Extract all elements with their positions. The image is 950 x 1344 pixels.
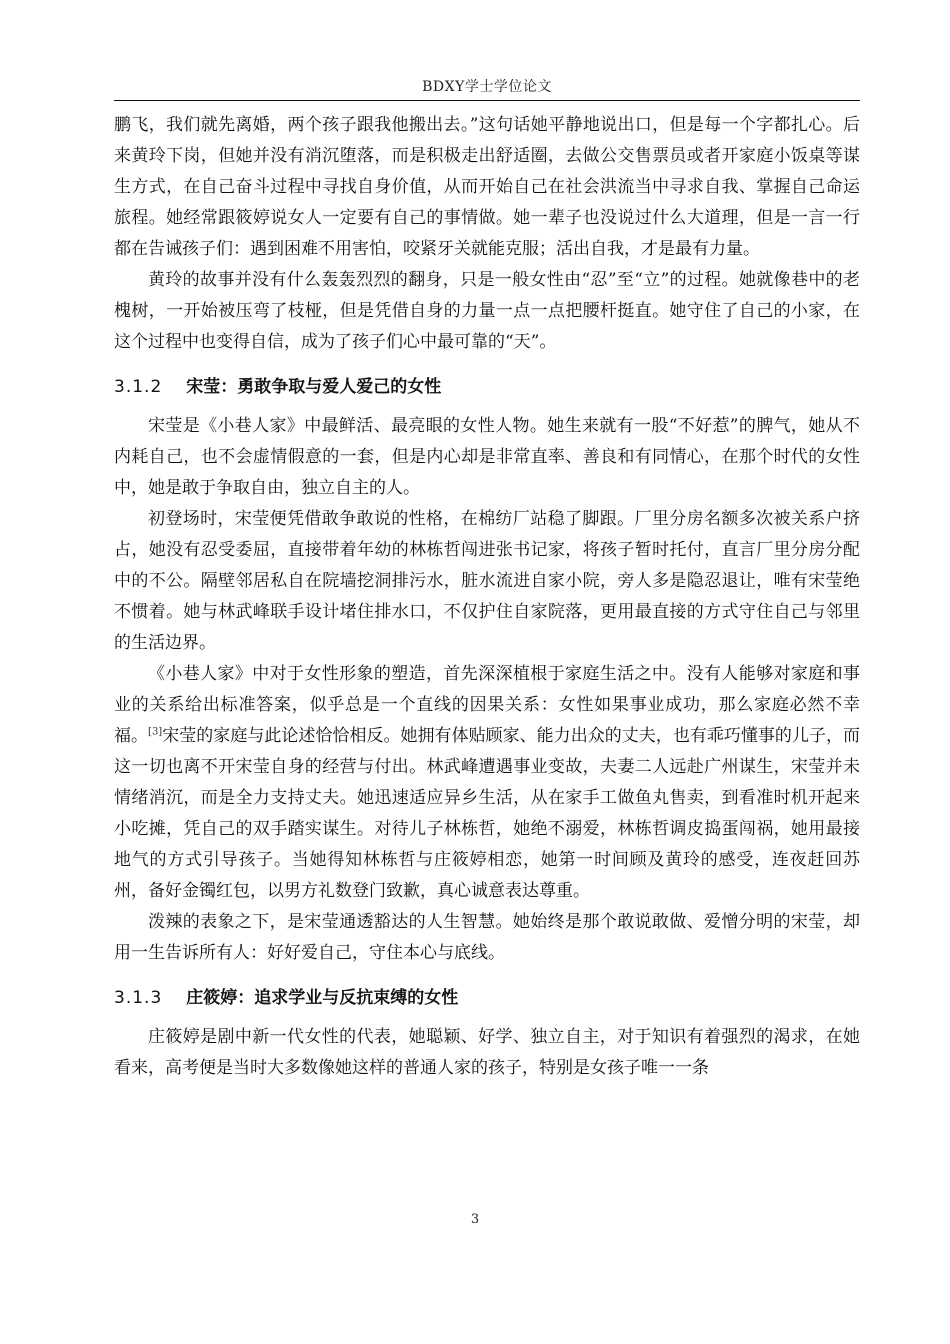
paragraph-continued: 鹏飞，我们就先离婚，两个孩子跟我他搬出去。”这句话她平静地说出口，但是每一个字都扎心。后来黄玲下岗，但她并没有消沉堕落，而是积极走出舒适圈，去做公交售票员或者开家庭小饭桌等谋生方式，在自己奋斗过程中寻找自身价值，从而开始自己在社会洪流当中寻求自我、掌握自己命运旅程。她经常跟筱婷说女人一定要有自己的事情做。她一辈子也没说过什么大道理，但是一言一行都在告诫孩子们：遇到困难不用害怕，咬紧牙关就能克服；活出自我，才是最有力量。 <box>114 115 860 259</box>
section-title: 庄筱婷：追求学业与反抗束缚的女性 <box>186 988 459 1008</box>
section-number: 3.1.3 <box>114 988 163 1008</box>
paragraph: 宋莹是《小巷人家》中最鲜活、最亮眼的女性人物。她生来就有一股“不好惹”的脾气，她从不内耗自己，也不会虚情假意的一套，但是内心却是非常直率、善良和有同情心，在那个时代的女性中，她是敢于争取自由，独立自主的人。 <box>114 416 860 498</box>
paragraph: 泼辣的表象之下，是宋莹通透豁达的人生智慧。她始终是那个敢说敢做、爱憎分明的宋莹，却用一生告诉所有人：好好爱自己，守住本心与底线。 <box>114 912 860 963</box>
paragraph: 初登场时，宋莹便凭借敢争敢说的性格，在棉纺厂站稳了脚跟。厂里分房名额多次被关系户挤占，她没有忍受委屈，直接带着年幼的林栋哲闯进张书记家，将孩子暂时托付，直言厂里分房分配中的不公。隔壁邻居私自在院墙挖洞排污水，脏水流进自家小院，旁人多是隐忍退让，唯有宋莹绝不惯着。她与林武峰联手设计堵住排水口，不仅护住自家院落，更用最直接的方式守住自己与邻里的生活边界。 <box>114 509 860 653</box>
page-number: 3 <box>470 1212 480 1227</box>
body-text <box>114 110 860 1084</box>
citation-marker[interactable]: [3] <box>148 726 163 738</box>
section-number: 3.1.2 <box>114 377 163 397</box>
section-heading-312 <box>114 372 860 403</box>
section-title: 宋莹：勇敢争取与爱人爱己的女性 <box>186 377 442 397</box>
paragraph-with-citation <box>114 659 860 907</box>
running-header: BDXY学士学位论文 <box>422 79 552 95</box>
section-heading-313 <box>114 983 860 1014</box>
paragraph-text: 宋莹的家庭与此论述恰恰相反。她拥有体贴顾家、能力出众的丈夫，也有乖巧懂事的儿子，而这一切也离不开宋莹自身的经营与付出。林武峰遭遇事业变故，夫妻二人远赴广州谋生，宋莹并未情绪消沉，而是全力支持丈夫。她迅速适应异乡生活，从在家手工做鱼丸售卖，到看准时机开起来小吃摊，凭自己的双手踏实谋生。对待儿子林栋哲，她绝不溺爱，林栋哲调皮捣蛋闯祸，她用最接地气的方式引导孩子。当她得知林栋哲与庄筱婷相恋，她第一时间顾及黄玲的感受，连夜赶回苏州，备好金镯红包，以男方礼数登门致歉，真心诚意表达尊重。 <box>114 726 861 901</box>
paragraph: 庄筱婷是剧中新一代女性的代表，她聪颖、好学、独立自主，对于知识有着强烈的渴求，在她看来，高考便是当时大多数像她这样的普通人家的孩子，特别是女孩子唯一一条 <box>114 1027 860 1078</box>
paragraph-text: 《小巷人家》中对于女性形象的塑造，首先深深植根于家庭生活之中。没有人能够对家庭和事业的关系给出标准答案，似乎总是一个直线的因果关系：女性如果事业成功，那么家庭必然不幸福。 <box>114 664 860 746</box>
header-rule <box>114 100 860 101</box>
paragraph: 黄玲的故事并没有什么轰轰烈烈的翻身，只是一般女性由“忍”至“立”的过程。她就像巷中的老槐树，一开始被压弯了枝桠，但是凭借自身的力量一点一点把腰杆挺直。她守住了自己的小家，在这个过程中也变得自信，成为了孩子们心中最可靠的“天”。 <box>114 270 860 352</box>
